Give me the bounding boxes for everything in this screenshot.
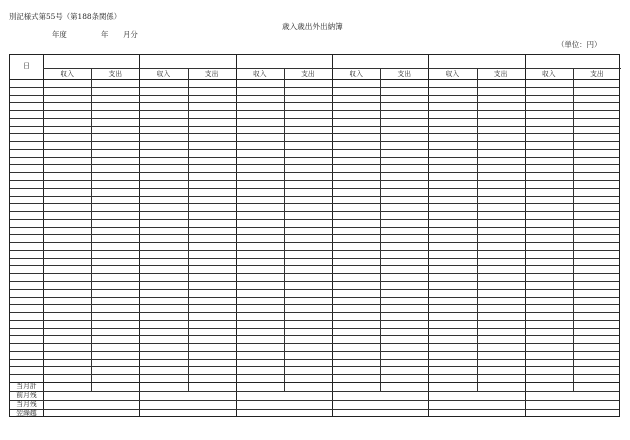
table-row-line: [10, 242, 619, 243]
table-row-line: [10, 250, 619, 251]
table-row-line: [10, 304, 619, 305]
table-row-line: [10, 374, 619, 375]
day-column-header: 日: [23, 62, 30, 70]
table-row-line: [10, 335, 619, 336]
footer-row-label: 当月残: [16, 400, 37, 408]
table-row-line: [10, 343, 619, 344]
table-row-line: [10, 211, 619, 212]
header-bottom-line: [10, 79, 619, 80]
expense-column-header: 支出: [301, 70, 315, 78]
table-row-line: [10, 227, 619, 228]
table-row-line: [10, 102, 619, 103]
table-row-line: [10, 87, 619, 88]
table-row-line: [10, 289, 619, 290]
table-row-line: [10, 328, 619, 329]
footer-row-label: 前月残: [16, 391, 37, 399]
table-row-line: [10, 351, 619, 352]
table-row-line: [10, 196, 619, 197]
footer-row-line: [10, 391, 619, 392]
expense-column-header: 支出: [108, 70, 123, 78]
table-row-line: [10, 188, 619, 189]
expense-column-header: 支出: [204, 70, 219, 78]
income-column-header: 収入: [252, 70, 267, 78]
income-column-header: 収入: [349, 70, 363, 78]
table-row-line: [10, 118, 619, 119]
table-row-line: [10, 366, 619, 367]
table-row-line: [10, 234, 619, 235]
footer-row-line: [10, 409, 619, 410]
income-column-header: 収入: [60, 70, 74, 78]
table-row-line: [10, 273, 619, 274]
table-row-line: [10, 219, 619, 220]
footer-row-label: 翌繰越: [16, 409, 37, 417]
document-title: 歳入歳出外出納簿: [282, 22, 343, 31]
unit-note: （単位：円）: [557, 40, 602, 49]
table-row-line: [10, 359, 619, 360]
header-subline: [43, 68, 621, 69]
table-row-line: [10, 164, 619, 165]
table-row-line: [10, 203, 619, 204]
table-row-line: [10, 157, 619, 158]
table-row-line: [10, 312, 619, 313]
expense-column-header: 支出: [397, 70, 412, 78]
fiscal-year-label: 年度: [52, 30, 67, 39]
income-column-header: 収入: [541, 70, 556, 78]
table-row-line: [10, 141, 619, 142]
month-label: 月分: [123, 30, 138, 39]
table-row-line: [10, 110, 619, 111]
table-row-line: [10, 258, 619, 259]
table-row-line: [10, 172, 619, 173]
table-row-line: [10, 281, 619, 282]
expense-column-header: 支出: [493, 70, 508, 78]
footer-top-line: [10, 382, 619, 383]
ledger-table: [9, 54, 620, 417]
table-row-line: [10, 180, 619, 181]
table-row-line: [10, 149, 619, 150]
form-number: 別記様式第55号（第188条関係）: [9, 12, 122, 21]
table-row-line: [10, 126, 619, 127]
income-column-header: 収入: [445, 70, 460, 78]
table-row-line: [10, 320, 619, 321]
table-row-line: [10, 297, 619, 298]
income-column-header: 収入: [156, 70, 171, 78]
table-row-line: [10, 133, 619, 134]
footer-row-line: [10, 400, 619, 401]
footer-row-label: 当月計: [16, 382, 37, 390]
table-row-line: [10, 265, 619, 266]
table-row-line: [10, 95, 619, 96]
expense-column-header: 支出: [590, 70, 604, 78]
year-label: 年: [101, 30, 109, 39]
